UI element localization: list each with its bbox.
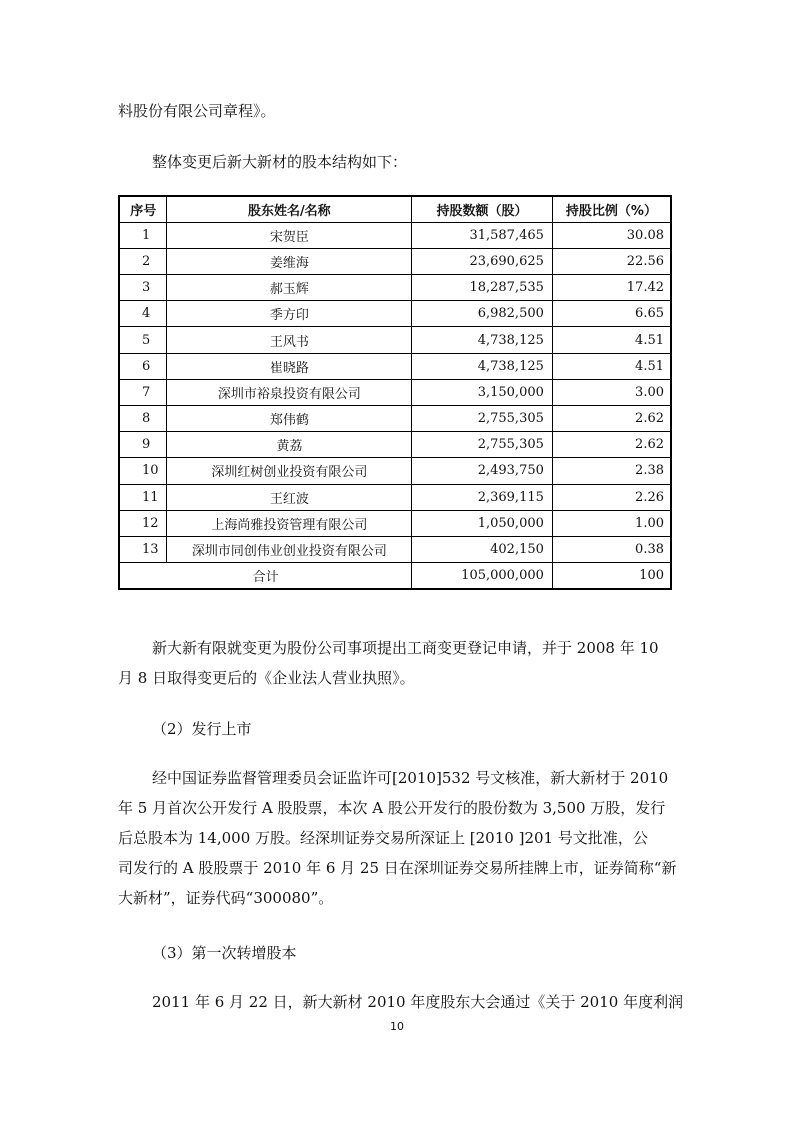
text-line: 新大新有限就变更为股份公司事项提出工商变更登记申请，并于 2008 年 10 bbox=[152, 639, 659, 657]
cell-ratio: 3.00 bbox=[552, 379, 671, 405]
cell-ratio: 2.26 bbox=[552, 484, 671, 510]
cell-shares: 31,587,465 bbox=[412, 222, 553, 248]
cell-ratio: 22.56 bbox=[552, 248, 671, 274]
cell-ratio: 2.38 bbox=[552, 458, 671, 484]
cell-shareholder: 王风书 bbox=[167, 327, 412, 353]
text-line: 年 5 月首次公开发行 A 股股票，本次 A 股公开发行的股份数为 3,500 万股，发行 bbox=[118, 799, 666, 817]
header-ratio: 持股比例（%） bbox=[552, 196, 671, 222]
cell-shareholder: 季方印 bbox=[167, 301, 412, 327]
cell-ratio: 6.65 bbox=[552, 301, 671, 327]
table-row bbox=[119, 432, 671, 458]
heading-listing: （2）发行上市 bbox=[152, 720, 252, 738]
total-shares: 105,000,000 bbox=[412, 563, 553, 589]
header-shares: 持股数额（股） bbox=[412, 196, 553, 222]
cell-shares: 3,150,000 bbox=[412, 379, 553, 405]
intro-line: 料股份有限公司章程》。 bbox=[118, 102, 276, 120]
table-caption: 整体变更后新大新材的股本结构如下： bbox=[152, 153, 408, 171]
table-row bbox=[119, 275, 671, 301]
text-line: 2011 年 6 月 22 日，新大新材 2010 年度股东大会通过《关于 2010 年度利润 bbox=[152, 993, 684, 1011]
cell-shares: 23,690,625 bbox=[412, 248, 553, 274]
cell-shares: 4,738,125 bbox=[412, 327, 553, 353]
cell-seq: 7 bbox=[119, 379, 167, 405]
cell-shares: 6,982,500 bbox=[412, 301, 553, 327]
table-row bbox=[119, 353, 671, 379]
cell-seq: 11 bbox=[119, 484, 167, 510]
table-row bbox=[119, 327, 671, 353]
cell-shareholder: 黄荔 bbox=[167, 432, 412, 458]
table-row bbox=[119, 379, 671, 405]
cell-shareholder: 郑伟鹤 bbox=[167, 406, 412, 432]
table-row bbox=[119, 510, 671, 536]
cell-shareholder: 宋贺臣 bbox=[167, 222, 412, 248]
heading-capital-increase: （3）第一次转增股本 bbox=[152, 944, 297, 962]
cell-ratio: 4.51 bbox=[552, 327, 671, 353]
cell-seq: 12 bbox=[119, 510, 167, 536]
text-line: 大新材”，证券代码“300080”。 bbox=[118, 889, 334, 907]
text-line: 月 8 日取得变更后的《企业法人营业执照》。 bbox=[118, 669, 415, 687]
cell-shareholder: 深圳市裕泉投资有限公司 bbox=[167, 379, 412, 405]
cell-shareholder: 王红波 bbox=[167, 484, 412, 510]
cell-shareholder: 崔晓路 bbox=[167, 353, 412, 379]
text-line: 司发行的 A 股股票于 2010 年 6 月 25 日在深圳证券交易所挂牌上市，证券简称“新 bbox=[118, 859, 677, 877]
cell-ratio: 2.62 bbox=[552, 432, 671, 458]
cell-shares: 4,738,125 bbox=[412, 353, 553, 379]
cell-ratio: 4.51 bbox=[552, 353, 671, 379]
table-row bbox=[119, 222, 671, 248]
cell-shares: 402,150 bbox=[412, 536, 553, 562]
cell-seq: 6 bbox=[119, 353, 167, 379]
cell-seq: 1 bbox=[119, 222, 167, 248]
cell-seq: 5 bbox=[119, 327, 167, 353]
page-number: 10 bbox=[390, 1020, 404, 1033]
cell-ratio: 2.62 bbox=[552, 406, 671, 432]
text-line: 经中国证券监督管理委员会证监许可[2010]532 号文核准，新大新材于 2010 bbox=[152, 769, 669, 787]
shareholder-table bbox=[118, 195, 672, 590]
cell-shareholder: 姜维海 bbox=[167, 248, 412, 274]
cell-shareholder: 深圳红树创业投资有限公司 bbox=[167, 458, 412, 484]
total-row bbox=[119, 563, 671, 589]
table-row bbox=[119, 301, 671, 327]
table-row bbox=[119, 248, 671, 274]
cell-seq: 2 bbox=[119, 248, 167, 274]
cell-seq: 8 bbox=[119, 406, 167, 432]
cell-shares: 1,050,000 bbox=[412, 510, 553, 536]
total-ratio: 100 bbox=[552, 563, 671, 589]
table-row bbox=[119, 458, 671, 484]
paragraph-capital-increase bbox=[118, 987, 684, 1017]
table-row bbox=[119, 536, 671, 562]
cell-shares: 2,755,305 bbox=[412, 432, 553, 458]
header-seq: 序号 bbox=[119, 196, 167, 222]
cell-seq: 13 bbox=[119, 536, 167, 562]
cell-seq: 10 bbox=[119, 458, 167, 484]
table-row bbox=[119, 484, 671, 510]
paragraph-registration bbox=[118, 633, 672, 693]
cell-shares: 2,493,750 bbox=[412, 458, 553, 484]
cell-ratio: 17.42 bbox=[552, 275, 671, 301]
paragraph-listing bbox=[118, 763, 677, 913]
cell-ratio: 1.00 bbox=[552, 510, 671, 536]
cell-ratio: 0.38 bbox=[552, 536, 671, 562]
cell-seq: 4 bbox=[119, 301, 167, 327]
cell-shareholder: 深圳市同创伟业创业投资有限公司 bbox=[167, 536, 412, 562]
header-name: 股东姓名/名称 bbox=[167, 196, 412, 222]
cell-shares: 2,369,115 bbox=[412, 484, 553, 510]
table-row bbox=[119, 406, 671, 432]
text-line: 后总股本为 14,000 万股。经深圳证券交易所深证上 [2010 ]201 号文批准，公 bbox=[118, 829, 648, 847]
cell-seq: 9 bbox=[119, 432, 167, 458]
cell-seq: 3 bbox=[119, 275, 167, 301]
table-header-row bbox=[119, 196, 671, 222]
cell-shares: 2,755,305 bbox=[412, 406, 553, 432]
cell-shares: 18,287,535 bbox=[412, 275, 553, 301]
cell-ratio: 30.08 bbox=[552, 222, 671, 248]
total-label: 合计 bbox=[119, 563, 412, 589]
cell-shareholder: 上海尚雅投资管理有限公司 bbox=[167, 510, 412, 536]
cell-shareholder: 郝玉辉 bbox=[167, 275, 412, 301]
